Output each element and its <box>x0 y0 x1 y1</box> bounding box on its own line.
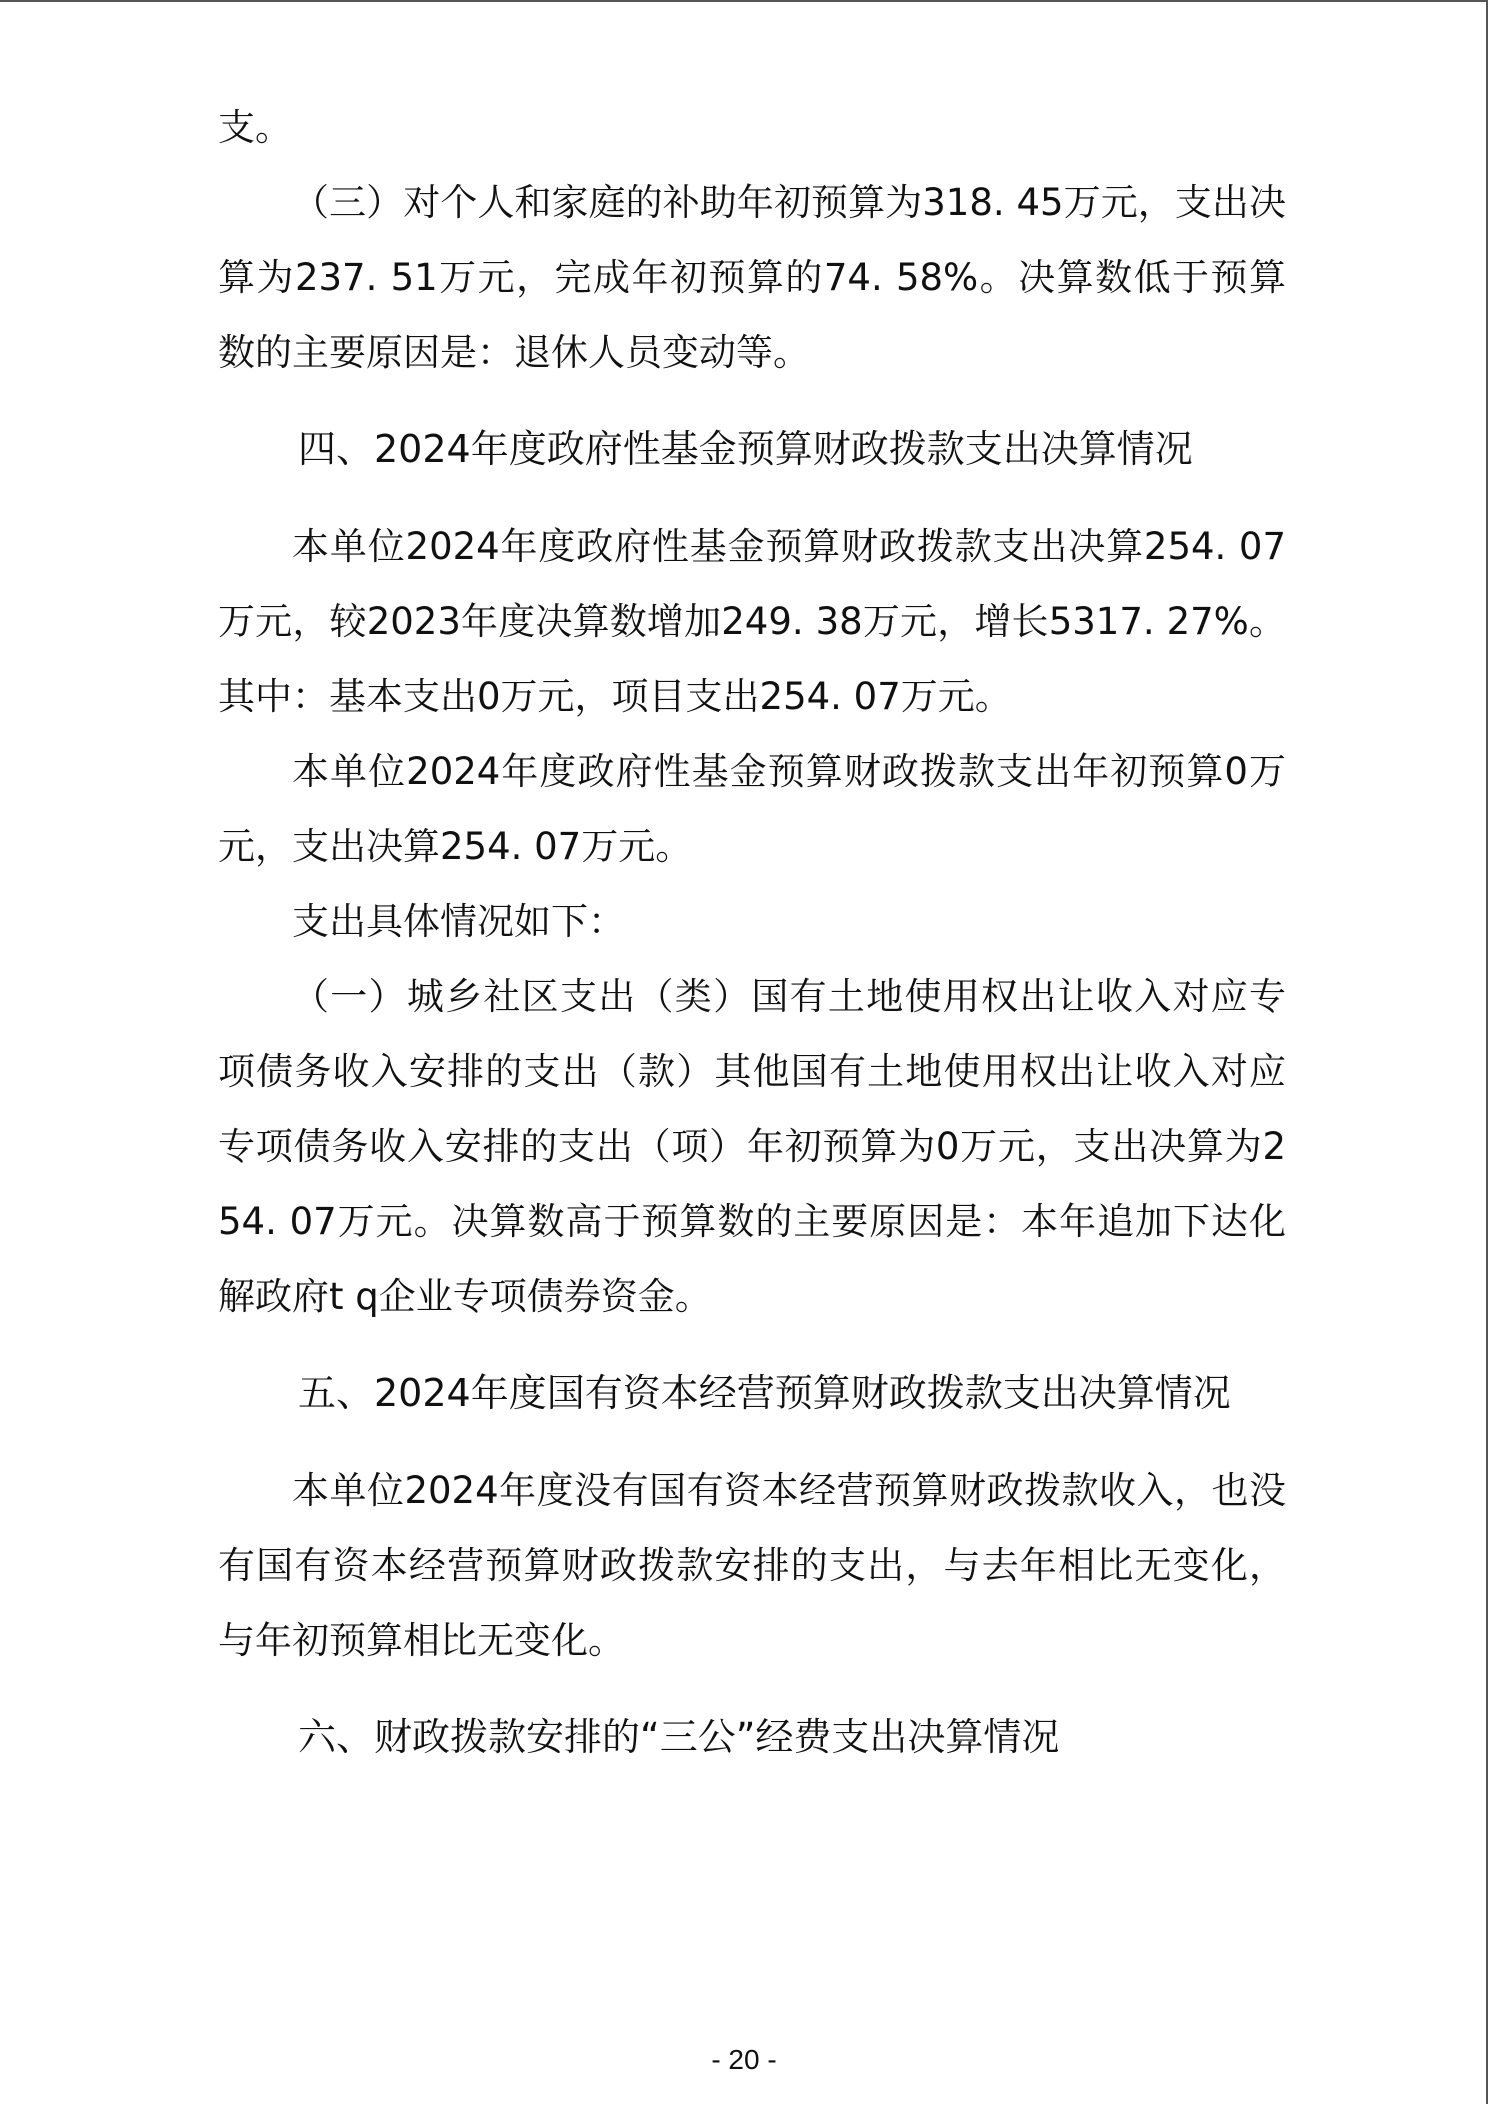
paragraph-state-capital: 本单位2024年度没有国有资本经营预算财政拨款收入，也没有国有资本经营预算财政拨款安排的支出，与去年相比无变化，与年初预算相比无变化。 <box>218 1469 1286 1662</box>
paragraph-continuation: 支。 <box>218 106 292 149</box>
paragraph-fund-budget-initial: 本单位2024年度政府性基金预算财政拨款支出年初预算0万元，支出决算254. 07万元。 <box>218 750 1286 868</box>
section-heading-6: 六、财政拨款安排的“三公”经费支出决算情况 <box>298 1715 1060 1759</box>
paragraph-urban-rural-expenditure: （一）城乡社区支出（类）国有土地使用权出让收入对应专项债务收入安排的支出（款）其他国有土地使用权出让收入对应专项债务收入安排的支出（项）年初预算为0万元，支出决算为254. 07万元。决算数高于预算数的主要原因是：本年追加下达化解政府t q企业专项债券资金。 <box>218 975 1286 1318</box>
paragraph-personal-subsidy: （三）对个人和家庭的补助年初预算为318. 45万元，支出决算为237. 51万元，完成年初预算的74. 58%。决算数低于预算数的主要原因是：退休人员变动等。 <box>218 181 1286 374</box>
document-body <box>218 90 1286 1775</box>
section-heading-4: 四、2024年度政府性基金预算财政拨款支出决算情况 <box>298 427 1193 471</box>
page-top-border <box>0 0 1488 2</box>
paragraph-fund-budget-total: 本单位2024年度政府性基金预算财政拨款支出决算254. 07万元，较2023年度决算数增加249. 38万元，增长5317. 27%。其中：基本支出0万元，项目支出254. 07万元。 <box>218 525 1286 718</box>
paragraph-details-intro: 支出具体情况如下： <box>292 900 625 943</box>
section-heading-5: 五、2024年度国有资本经营预算财政拨款支出决算情况 <box>298 1371 1231 1415</box>
page-number: - 20 - <box>711 2044 777 2075</box>
